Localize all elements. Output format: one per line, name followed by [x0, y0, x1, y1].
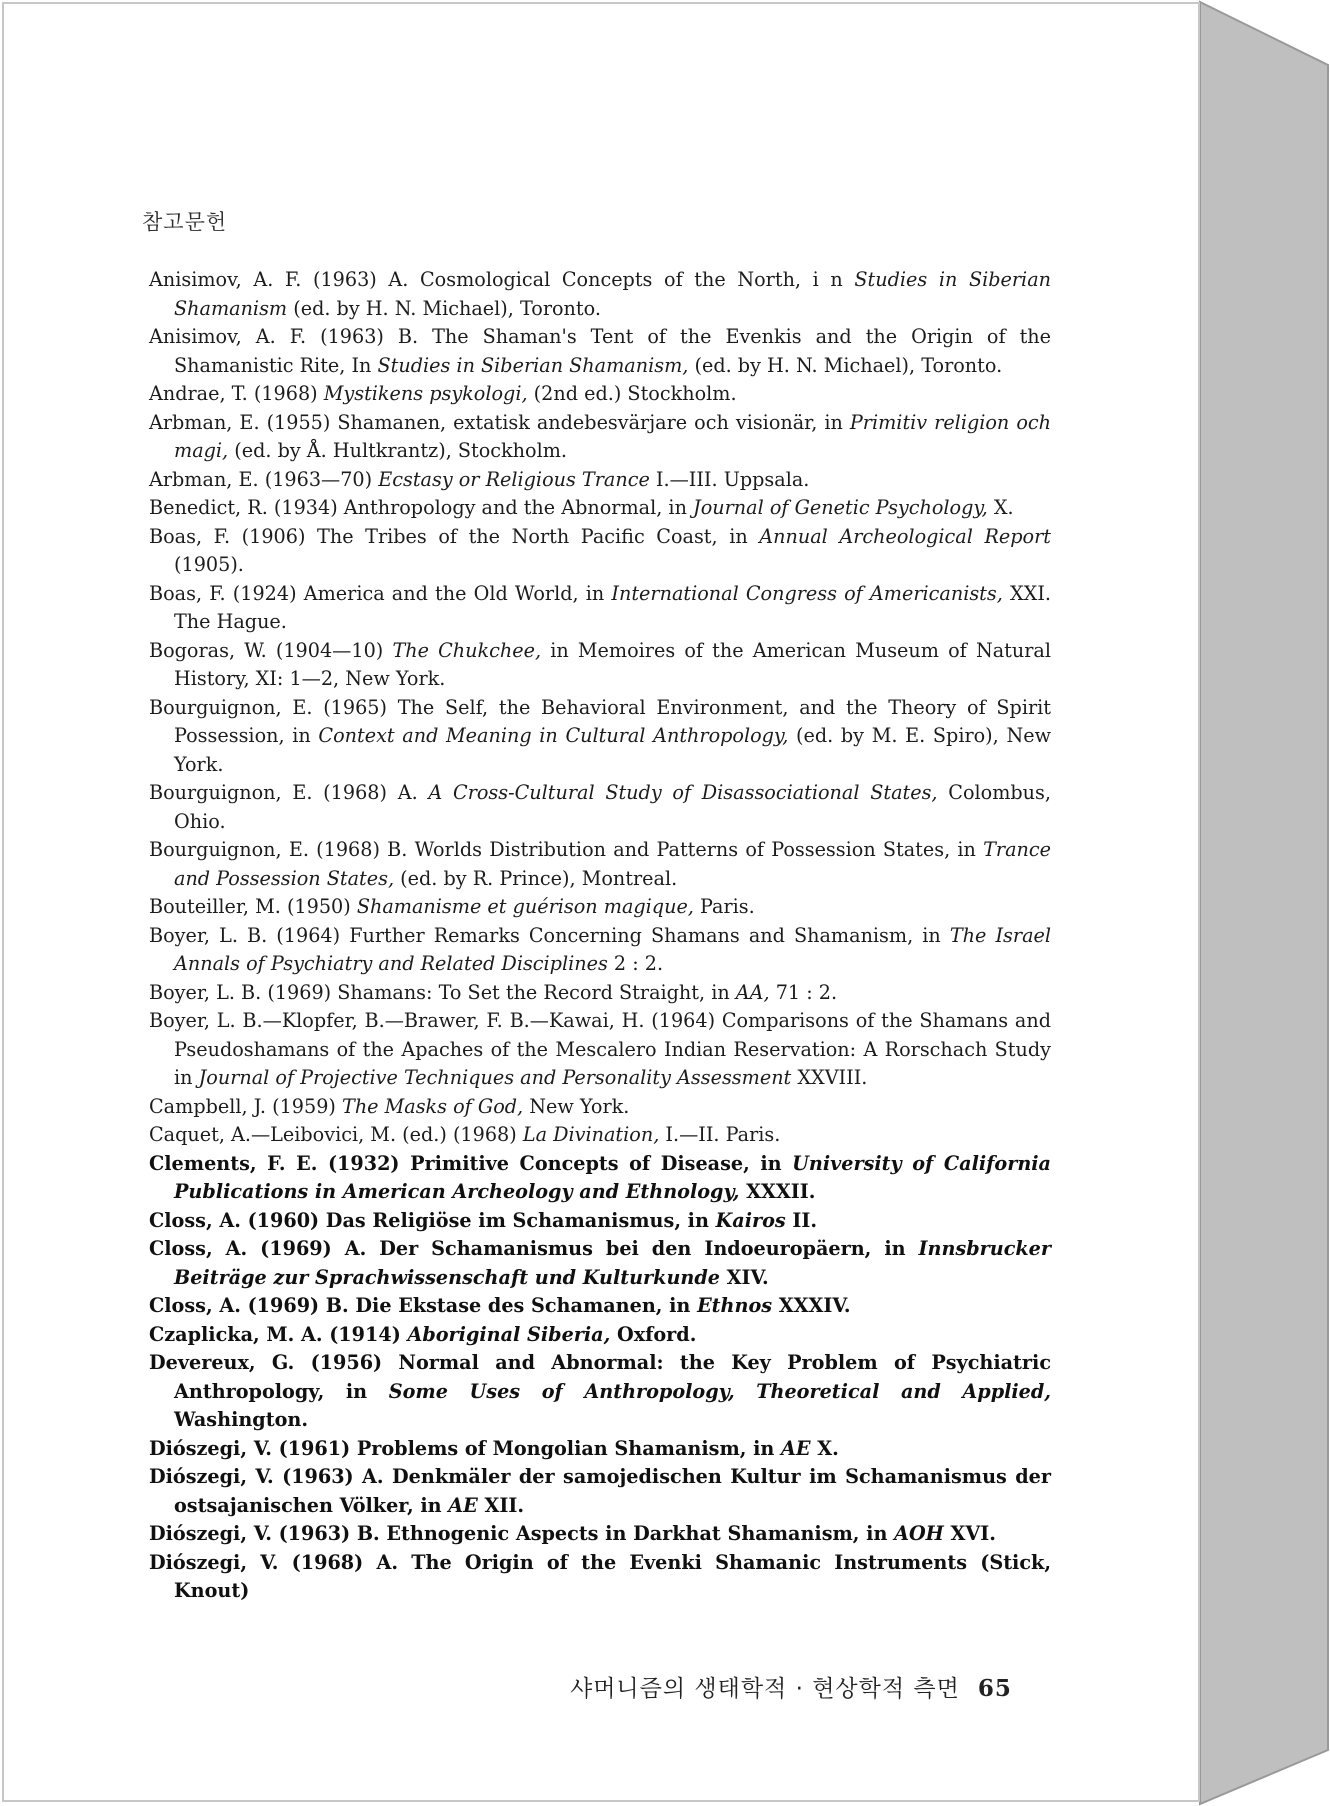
reference-title: Trance and Possession States, — [174, 838, 1051, 890]
reference-title: The Israel Annals of Psychiatry and Related Disciplines — [174, 923, 1051, 975]
reference-entry — [149, 1235, 1051, 1292]
reference-entry — [149, 1435, 1051, 1464]
reference-text: Closs, A. (1969) A. Der Schamanismus bei den Indoeuropäern, in — [149, 1237, 919, 1260]
reference-text: Benedict, R. (1934) Anthropology and the Abnormal, in — [149, 496, 694, 519]
section-title: 참고문헌 — [142, 210, 228, 234]
reference-entry — [149, 380, 1051, 409]
reference-entry — [149, 694, 1051, 780]
page-number: 65 — [977, 1675, 1012, 1702]
reference-title: Aboriginal Siberia, — [407, 1322, 611, 1346]
reference-entry — [149, 1207, 1051, 1236]
reference-suffix: XXXIV. — [772, 1294, 851, 1317]
reference-suffix: XXVIII. — [791, 1066, 868, 1089]
reference-suffix: (ed. by H. N. Michael), Toronto. — [688, 353, 1003, 377]
reference-text: Diószegi, V. (1961) Problems of Mongolian Shamanism, in — [149, 1436, 782, 1460]
reference-text: Diószegi, V. (1968) A. The Origin of the Evenki Shamanic Instruments (Stick, Knout) — [149, 1550, 1051, 1602]
reference-title: Annual Archeological Report — [759, 524, 1051, 548]
reference-suffix: (1905). — [174, 553, 244, 576]
reference-suffix: XVI. — [943, 1522, 996, 1545]
reference-entry — [149, 1121, 1051, 1150]
reference-text: Arbman, E. (1955) Shamanen, extatisk andebesvärjare och visionär, in — [149, 410, 850, 434]
reference-text: Bogoras, W. (1904—10) — [149, 638, 393, 662]
reference-title: Innsbrucker Beiträge zur Sprachwissenschaft und Kulturkunde — [174, 1237, 1051, 1289]
reference-suffix: Colombus, Ohio. — [174, 781, 1051, 833]
reference-title: Shamanisme et guérison magique, — [356, 895, 694, 918]
reference-title: AA, — [735, 980, 770, 1004]
reference-text: Diószegi, V. (1963) A. Denkmäler der samojedischen Kultur im Schamanismus der ostsajanischen Völker, in — [149, 1465, 1051, 1517]
reference-entry — [149, 979, 1051, 1008]
reference-entry — [149, 1150, 1051, 1207]
page-sheet — [2, 2, 1200, 1802]
reference-suffix: New York. — [523, 1094, 630, 1118]
reference-suffix: (ed. by H. N. Michael), Toronto. — [287, 296, 601, 320]
reference-suffix: X. — [810, 1436, 839, 1460]
reference-suffix: Paris. — [693, 895, 755, 918]
reference-suffix: Washington. — [174, 1408, 309, 1431]
reference-text: Campbell, J. (1959) — [149, 1094, 343, 1118]
reference-entry — [149, 922, 1051, 979]
reference-entry — [149, 1463, 1051, 1520]
reference-text: Diószegi, V. (1963) B. Ethnogenic Aspects in Darkhat Shamanism, in — [149, 1522, 895, 1545]
reference-entry — [149, 1007, 1051, 1093]
reference-list — [149, 266, 1051, 1606]
reference-suffix: 2 : 2. — [607, 952, 664, 975]
reference-title: Primitiv religion och magi, — [174, 410, 1051, 462]
reference-title: The Chukchee, — [392, 638, 542, 662]
reference-text: Boas, F. (1906) The Tribes of the North Pacific Coast, in — [149, 524, 760, 548]
reference-text: Bourguignon, E. (1965) The Self, the Behavioral Environment, and the Theory of Spirit Possession, in — [149, 695, 1051, 747]
reference-text: Arbman, E. (1963—70) — [149, 467, 379, 491]
reference-suffix: X. — [987, 496, 1014, 519]
reference-text: Anisimov, A. F. (1963) A. Cosmological Concepts of the North, i n — [149, 268, 855, 291]
reference-title: University of California Publications in American Archeology and Ethnology, — [174, 1151, 1051, 1203]
reference-text: Czaplicka, M. A. (1914) — [149, 1322, 408, 1346]
reference-text: Clements, F. E. (1932) Primitive Concepts of Disease, in — [149, 1151, 793, 1175]
reference-title: Ecstasy or Religious Trance — [378, 467, 650, 491]
reference-entry — [149, 779, 1051, 836]
reference-suffix: (ed. by M. E. Spiro), New York. — [174, 724, 1052, 776]
reference-title: International Congress of Americanists, — [611, 581, 1003, 605]
reference-title: Journal of Projective Techniques and Personality Assessment — [198, 1066, 792, 1089]
reference-text: Caquet, A.—Leibovici, M. (ed.) (1968) — [149, 1123, 523, 1146]
reference-title: Journal of Genetic Psychology, — [693, 496, 988, 519]
reference-suffix: XXXII. — [739, 1180, 816, 1203]
reference-entry — [149, 1093, 1051, 1122]
reference-title: La Divination, — [522, 1123, 660, 1146]
reference-title: Context and Meaning in Cultural Anthropology, — [318, 724, 789, 747]
reference-suffix: XIV. — [719, 1265, 769, 1289]
reference-title: AE — [448, 1493, 478, 1517]
running-head: 샤머니즘의 생태학적 · 현상학적 측면 — [570, 1676, 960, 1702]
reference-entry — [149, 1321, 1051, 1350]
reference-entry — [149, 893, 1051, 922]
reference-title: Studies in Siberian Shamanism — [174, 268, 1051, 320]
reference-suffix: Oxford. — [610, 1322, 697, 1346]
reference-text: Devereux, G. (1956) Normal and Abnormal: the Key Problem of Psychiatric Anthropology, in — [149, 1351, 1051, 1403]
reference-text: Boyer, L. B. (1969) Shamans: To Set the Record Straight, in — [149, 980, 736, 1004]
reference-title: AOH — [894, 1522, 944, 1545]
reference-entry — [149, 494, 1051, 523]
reference-suffix: (ed. by R. Prince), Montreal. — [394, 866, 678, 890]
reference-title: Mystikens psykologi, — [323, 382, 528, 405]
reference-text: Boas, F. (1924) America and the Old World, in — [149, 581, 612, 605]
reference-entry — [149, 266, 1051, 323]
reference-text: Bourguignon, E. (1968) A. — [149, 781, 429, 804]
reference-title: Ethnos — [697, 1294, 773, 1317]
reference-title: The Masks of God, — [342, 1094, 524, 1118]
reference-title: AE — [781, 1436, 811, 1460]
reference-entry — [149, 323, 1051, 380]
reference-suffix: I.—II. Paris. — [659, 1123, 781, 1146]
reference-suffix: 71 : 2. — [769, 980, 838, 1004]
reference-title: Some Uses of Anthropology, Theoretical and Applied, — [388, 1379, 1051, 1403]
reference-title: A Cross-Cultural Study of Disassociational States, — [428, 781, 938, 804]
reference-title: Studies in Siberian Shamanism, — [377, 353, 689, 377]
reference-entry — [149, 580, 1051, 637]
reference-text: Closs, A. (1960) Das Religiöse im Schamanismus, in — [149, 1208, 716, 1232]
page-side-shadow — [1200, 2, 1328, 1804]
reference-entry — [149, 1292, 1051, 1321]
reference-entry — [149, 1349, 1051, 1435]
reference-suffix: XII. — [477, 1493, 525, 1517]
reference-text: Anisimov, A. F. (1963) B. The Shaman's Tent of the Evenkis and the Origin of the Shamanistic Rite, In — [149, 325, 1051, 377]
reference-entry — [149, 523, 1051, 580]
reference-suffix: II. — [785, 1208, 818, 1232]
reference-text: Bourguignon, E. (1968) B. Worlds Distribution and Patterns of Possession States, in — [149, 838, 984, 861]
reference-suffix: I.—III. Uppsala. — [649, 467, 810, 491]
reference-suffix: (2nd ed.) Stockholm. — [527, 382, 737, 405]
reference-title: Kairos — [715, 1208, 786, 1232]
reference-suffix: (ed. by Å. Hultkrantz), Stockholm. — [228, 439, 568, 462]
page-footer — [570, 1670, 1012, 1703]
reference-entry — [149, 1549, 1051, 1606]
reference-suffix: XXI. The Hague. — [174, 581, 1052, 633]
reference-text: Andrae, T. (1968) — [149, 382, 324, 405]
reference-entry — [149, 1520, 1051, 1549]
reference-entry — [149, 637, 1051, 694]
reference-text: Bouteiller, M. (1950) — [149, 895, 357, 918]
reference-text: Boyer, L. B. (1964) Further Remarks Concerning Shamans and Shamanism, in — [149, 923, 950, 947]
reference-entry — [149, 836, 1051, 893]
reference-entry — [149, 466, 1051, 495]
reference-text: Closs, A. (1969) B. Die Ekstase des Schamanen, in — [149, 1294, 698, 1317]
reference-suffix: in Memoires of the American Museum of Natural History, XI: 1—2, New York. — [174, 638, 1051, 690]
reference-entry — [149, 409, 1051, 466]
reference-text: Boyer, L. B.—Klopfer, B.—Brawer, F. B.—Kawai, H. (1964) Comparisons of the Shamans and Pseudoshamans of the Apaches of the Mescalero Indian Reservation: A Rorschach Study in — [149, 1009, 1051, 1089]
